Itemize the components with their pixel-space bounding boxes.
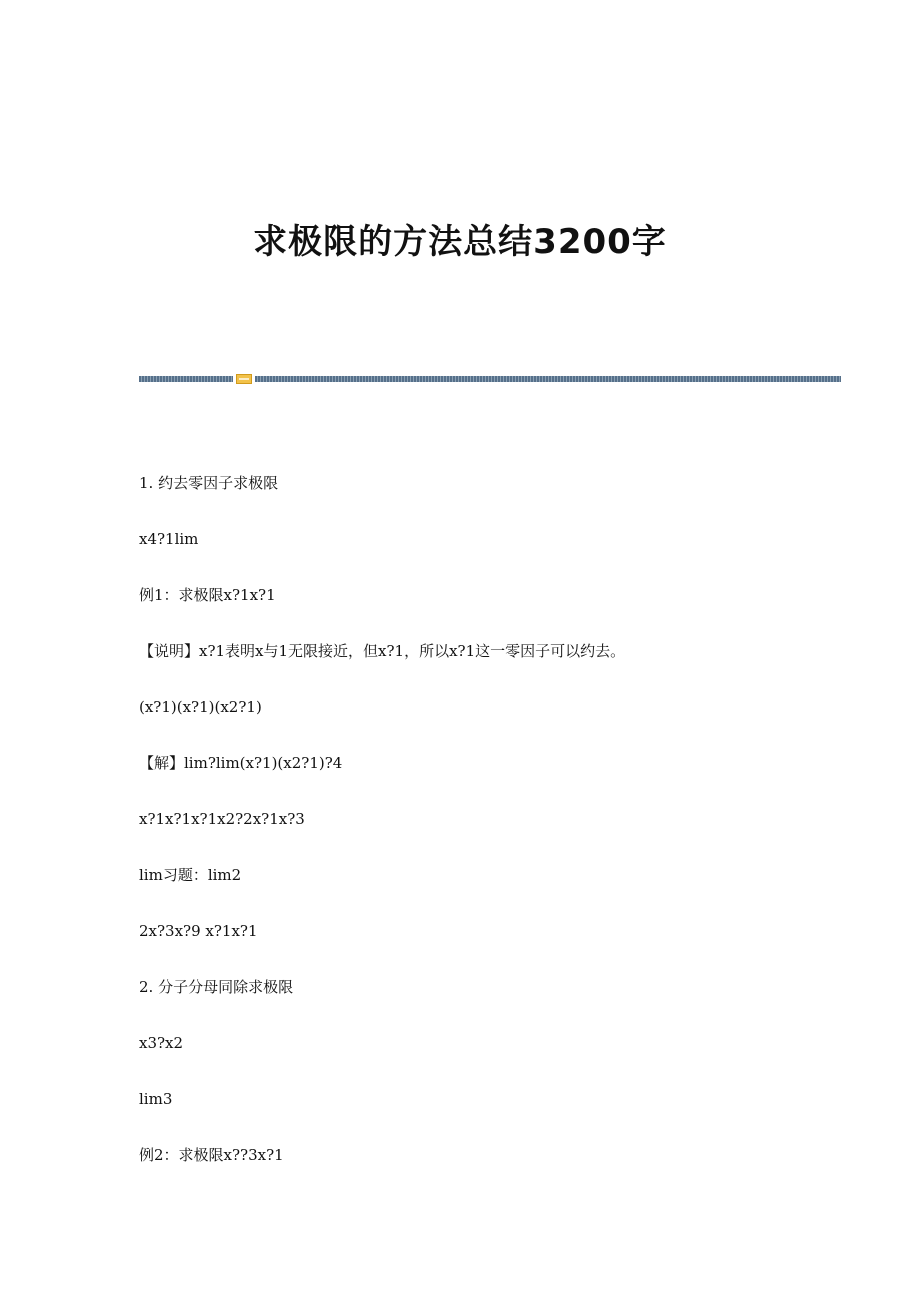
explanation-line: 【说明】x?1表明x与1无限接近，但x?1，所以x?1这一零因子可以约去。 <box>139 642 626 660</box>
text-line: (x?1)(x?1)(x2?1) <box>139 698 262 716</box>
example-line: 例1：求极限x?1x?1 <box>139 586 276 604</box>
section-heading-2: 2. 分子分母同除求极限 <box>139 978 294 996</box>
section-heading-1: 1. 约去零因子求极限 <box>139 474 279 492</box>
text-line: lim3 <box>139 1090 173 1108</box>
divider-bar-left <box>139 376 233 382</box>
text-line: x4?1lim <box>139 530 199 548</box>
divider-badge-icon <box>236 374 252 384</box>
example-line: 例2：求极限x??3x?1 <box>139 1146 284 1164</box>
header-divider <box>139 374 841 384</box>
text-line: x?1x?1x?1x2?2x?1x?3 <box>139 810 305 828</box>
text-line: 2x?3x?9 x?1x?1 <box>139 922 258 940</box>
document-title: 求极限的方法总结3200字 <box>253 222 667 262</box>
divider-bar-right <box>255 376 841 382</box>
exercise-line: lim习题：lim2 <box>139 866 242 884</box>
solution-line: 【解】lim?lim(x?1)(x2?1)?4 <box>139 754 343 772</box>
text-line: x3?x2 <box>139 1034 184 1052</box>
